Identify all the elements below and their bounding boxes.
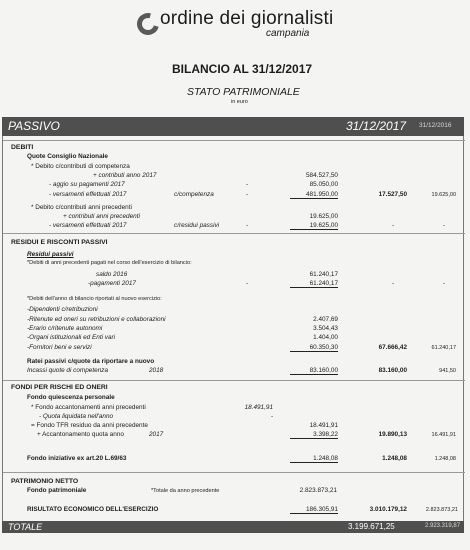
residui-anno-total: 67.666,42 (378, 344, 407, 351)
debito-competenza-label: * Debito c/contributi di competenza (31, 163, 130, 170)
table-frame (2, 136, 464, 521)
fondi-heading: FONDI PER RISCHI ED ONERI (11, 384, 108, 391)
section-divider (3, 140, 465, 141)
document-subtitle: STATO PATRIMONIALE (187, 86, 300, 98)
accantonamento-quota-label: + Accantonamento quota anno (37, 431, 124, 438)
fondo-patrimoniale-value: 2.823.873,21 (299, 487, 337, 494)
residui-item-label: -Erario c/ritenute autonomi (27, 325, 103, 332)
minus-sign: - (246, 191, 249, 198)
logo-name: ordine dei giornalisti (160, 8, 334, 29)
quota-title: Quote Consiglio Nazionale (27, 153, 108, 160)
ratei-title: Ratei passivi c/quote da riportare a nuovo (27, 358, 155, 365)
section-divider (3, 472, 465, 473)
dash: - (271, 413, 274, 420)
dash: - (443, 222, 446, 229)
unit-note: in euro (231, 99, 248, 105)
ratei-total: 83.160,00 (378, 367, 407, 374)
total-previous: 2.923.319,87 (425, 523, 461, 529)
contributi-anno-value: 584.527,50 (306, 172, 338, 179)
quota-liquidata-label: - Quota liquidata nell'anno (39, 413, 114, 420)
risultato-total: 3.010.179,12 (369, 506, 407, 513)
risultato-value: 186.305,91 (290, 506, 338, 514)
accantonamenti-label: * Fondo accantonamenti anni precedenti (31, 404, 146, 411)
risultato-previous: 2.823.873,21 (425, 507, 458, 513)
section-divider (3, 233, 465, 234)
residui-anno-previous: 61.240,17 (431, 345, 456, 351)
total-bar (2, 521, 464, 533)
residui-subheading: Residui passivi (27, 251, 74, 258)
anni-versamenti-value: 19.625,00 (290, 222, 338, 230)
contributi-anno-label: + contributi anno 2017 (93, 172, 157, 179)
column-current-year: 31/12/2017 (346, 119, 407, 133)
table-header-bar (2, 117, 464, 136)
residui-item-value: 1.404,00 (313, 334, 338, 341)
aggio-pagamenti-value: 85.050,00 (309, 181, 338, 188)
residui-item-value: 60.350,30 (290, 344, 338, 352)
residui-item-label: -Dipendenti c/retribuzioni (27, 306, 98, 313)
dash: - (392, 280, 395, 287)
residui-heading: RESIDUI E RISCONTI PASSIVI (11, 239, 108, 246)
accantonamento-value: 3.398,22 (290, 431, 338, 439)
logo-region: campania (266, 28, 310, 39)
column-previous-year: 31/12/2016 (419, 122, 452, 129)
section-label: PASSIVO (8, 119, 60, 133)
minus-sign: - (246, 181, 249, 188)
aggio-pagamenti-label: - aggio su pagamenti 2017 (49, 181, 125, 188)
fondo-iniziative-label: Fondo iniziative ex art.20 L.69/63 (27, 455, 127, 462)
ratei-label: Incassi quote di competenza (27, 367, 108, 374)
ratei-previous: 941,50 (439, 368, 456, 374)
versamenti-value: 481.950,00 (290, 191, 338, 199)
total-value: 3.199.671,25 (348, 522, 395, 531)
anni-contributi-value: 19.625,00 (309, 213, 338, 220)
fondo-tfr-label: = Fondo TFR residuo da anni precedente (31, 422, 148, 429)
minus-sign: - (246, 280, 249, 287)
debiti-precedenti-label: *Debiti di anni precedenti pagati nel corso dell'esercizio di bilancio: (27, 260, 192, 266)
residui-item-label: -Ritenute ed oneri su retribuzioni e collaborazioni (27, 316, 166, 323)
fondo-iniziative-previous: 1.248,08 (434, 456, 456, 462)
ratei-value: 83.160,00 (290, 367, 338, 375)
accantonamento-previous: 16.491,91 (431, 432, 456, 438)
accantonamenti-value: 18.491,91 (244, 404, 273, 411)
patrimonio-heading: PATRIMONIO NETTO (11, 478, 79, 485)
residui-item-label: -Fornitori beni e servizi (27, 344, 92, 351)
anni-versamenti-label: - versamenti effettuati 2017 (49, 222, 127, 229)
residui-item-label: -Organi istituzionali ed Enti vari (27, 334, 116, 341)
debito-anni-label: * Debito c/contributi anni precedenti (31, 204, 132, 211)
risultato-label: RISULTATO ECONOMICO DELL'ESERCIZIO (27, 506, 159, 513)
fondo-iniziative-value: 1.248,08 (290, 455, 338, 463)
competenza-total: 17.527,50 (378, 191, 407, 198)
debiti-anno-label: *Debiti dell'anno di bilancio riportati al nuovo esercizio: (27, 296, 162, 302)
fondo-iniziative-total: 1.248,08 (382, 455, 407, 462)
anni-contributi-label: + contributi anni precedenti (63, 213, 140, 220)
anni-versamenti-note: c/residui passivi (174, 222, 220, 229)
logo-mark-icon (133, 9, 163, 39)
saldo-label: saldo 2016 (96, 271, 128, 278)
pagamenti-value: 61.240,17 (290, 280, 338, 288)
minus-sign: - (246, 222, 249, 229)
fondi-subheading: Fondo quiescenza personale (27, 394, 115, 401)
accantonamento-total: 19.890,13 (378, 431, 407, 438)
pagamenti-label: -pagamenti 2017 (88, 280, 136, 287)
accantonamento-year: 2017 (149, 431, 164, 438)
versamenti-label: - versamenti effettuati 2017 (49, 191, 127, 198)
section-divider (3, 380, 465, 381)
saldo-value: 61.240,17 (309, 271, 338, 278)
dash: - (392, 222, 395, 229)
versamenti-note: c/competenza (174, 191, 214, 198)
competenza-previous: 19.625,00 (431, 192, 456, 198)
fondo-patrimoniale-note: *Totale da anno precedente (151, 488, 220, 494)
residui-item-value: 3.504,43 (313, 325, 338, 332)
dash: - (443, 280, 446, 287)
residui-item-value: 2.407,69 (313, 316, 338, 323)
document-title: BILANCIO AL 31/12/2017 (172, 62, 313, 76)
ratei-year: 2018 (149, 367, 164, 374)
fondo-tfr-value: 18.491,91 (309, 422, 338, 429)
debiti-heading: DEBITI (11, 144, 34, 151)
total-label: TOTALE (8, 522, 43, 532)
fondo-patrimoniale-label: Fondo patrimoniale (27, 487, 87, 494)
